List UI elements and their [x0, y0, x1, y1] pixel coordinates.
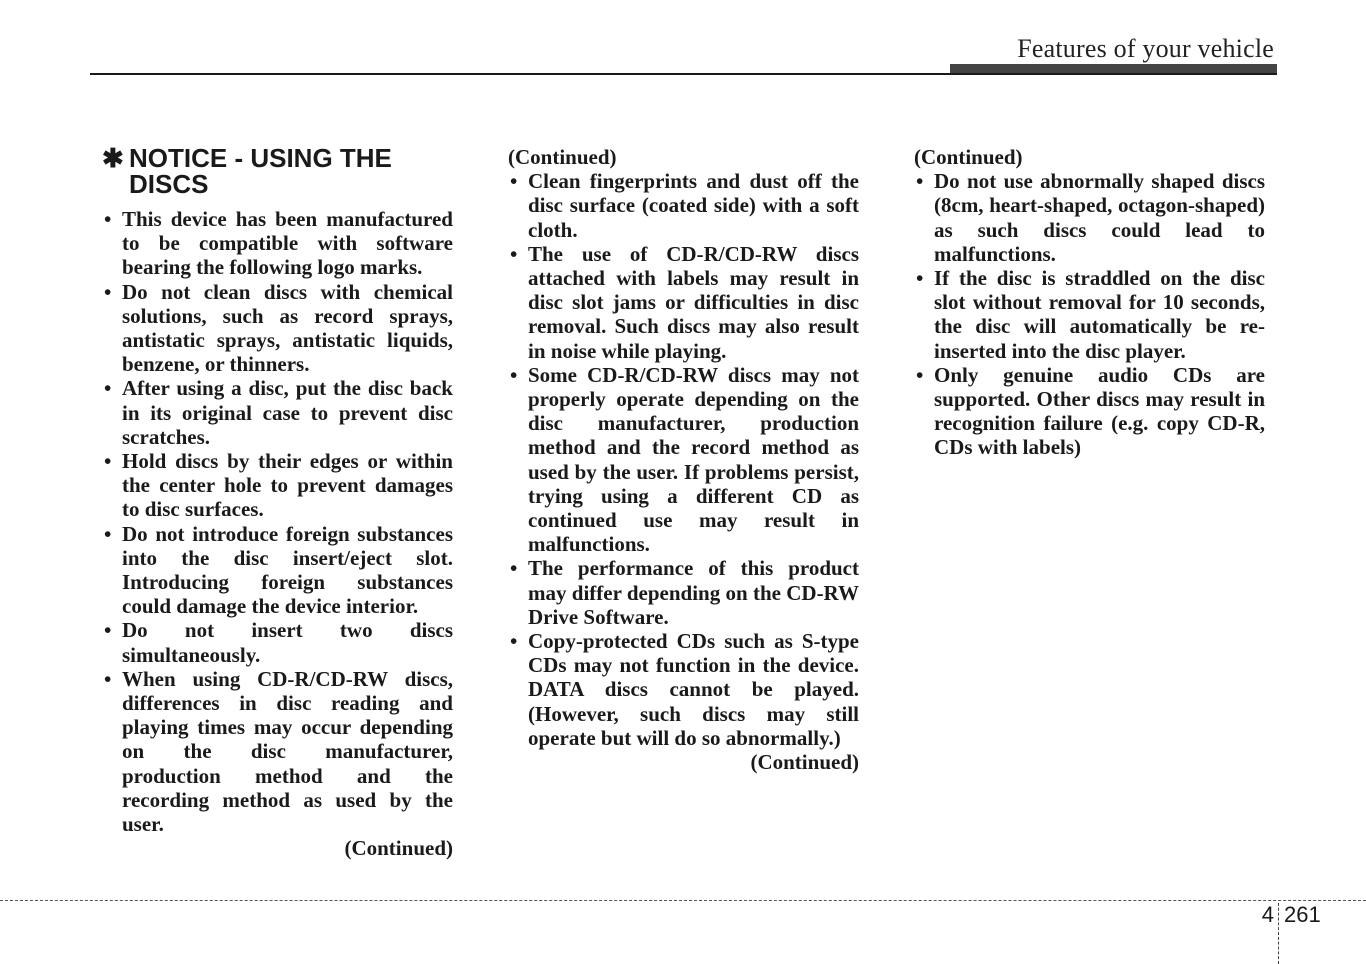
- bullet-icon: •: [104, 666, 112, 691]
- notice-list-2: [508, 169, 859, 750]
- footer-divider: [1278, 903, 1279, 964]
- continued-label: (Continued): [344, 836, 453, 861]
- list-item: • Hold discs by their edges or within the center hole to prevent damages to disc surfaces.: [104, 449, 453, 522]
- bullet-icon: •: [916, 266, 924, 291]
- list-item: • Do not clean discs with chemical solutions, such as record sprays, antistatic sprays, antistatic liquids, benzene, or thinners.: [104, 279, 453, 377]
- bullet-icon: •: [916, 169, 924, 194]
- list-item: • If the disc is straddled on the disc slot without removal for 10 seconds, the disc will automatically be re-inserted into the disc player.: [916, 266, 1265, 363]
- header-rule: [90, 73, 1277, 75]
- bullet-icon: •: [510, 241, 518, 266]
- bullet-icon: •: [104, 521, 112, 546]
- column-1: [102, 145, 453, 860]
- bullet-icon: •: [510, 169, 518, 194]
- list-item: • When using CD-R/CD-RW discs, differences in disc reading and playing times may occur depending on the disc manufacturer, production method and the recording method as used by the user.: [104, 666, 453, 837]
- continued-label: (Continued): [750, 750, 859, 775]
- list-item: • Clean fingerprints and dust off the disc surface (coated side) with a soft cloth.: [510, 169, 859, 242]
- notice-list-3: [914, 169, 1265, 459]
- bullet-icon: •: [510, 362, 518, 387]
- bullet-icon: •: [510, 629, 518, 654]
- list-item: • After using a disc, put the disc back in its original case to prevent disc scratches.: [104, 376, 453, 449]
- footer-rule: [0, 900, 1366, 901]
- notice-star-icon: ✱: [102, 143, 124, 173]
- section-title: Features of your vehicle: [1017, 34, 1274, 63]
- bullet-icon: •: [916, 362, 924, 387]
- list-item: • This device has been manufactured to be compatible with software bearing the following logo marks.: [104, 207, 453, 280]
- list-item: • Some CD-R/CD-RW discs may not properly operate depending on the disc manufacturer, production method and the record method as used by the user. If problems persist, trying using a different CD as continued use may result in malfunctions.: [510, 362, 859, 557]
- list-item: • Only genuine audio CDs are supported. Other discs may result in recognition failure (e.g. copy CD-R, CDs with labels): [916, 362, 1265, 460]
- notice-heading: [102, 145, 453, 197]
- list-item: • Do not introduce foreign substances into the disc insert/eject slot. Introducing foreign substances could damage the device interior.: [104, 521, 453, 619]
- chapter-number: 4: [1261, 902, 1274, 927]
- page-number: 261: [1284, 902, 1321, 927]
- bullet-icon: •: [510, 556, 518, 581]
- bullet-icon: •: [104, 279, 112, 304]
- list-item: • The use of CD-R/CD-RW discs attached with labels may result in disc slot jams or difficulties in disc removal. Such discs may also result in noise while playing.: [510, 241, 859, 363]
- list-item: • The performance of this product may differ depending on the CD-RW Drive Software.: [510, 556, 859, 629]
- bullet-icon: •: [104, 207, 112, 231]
- continued-label: (Continued): [508, 145, 617, 169]
- list-item: • Copy-protected CDs such as S-type CDs may not function in the device. DATA discs cannot be played. (However, such discs may still operate but will do so abnormally.): [510, 629, 859, 750]
- column-3: [914, 145, 1265, 460]
- bullet-icon: •: [104, 618, 112, 643]
- continued-label: (Continued): [914, 145, 1023, 169]
- list-item: • Do not use abnormally shaped discs (8cm, heart-shaped, octagon-shaped) as such discs could lead to malfunctions.: [916, 169, 1265, 266]
- notice-list-1: [102, 207, 453, 836]
- bullet-icon: •: [104, 376, 112, 401]
- column-2: [508, 145, 859, 774]
- bullet-icon: •: [104, 449, 112, 474]
- notice-title: NOTICE - USING THE DISCS: [129, 143, 392, 199]
- list-item: • Do not insert two discs simultaneously.: [104, 618, 453, 667]
